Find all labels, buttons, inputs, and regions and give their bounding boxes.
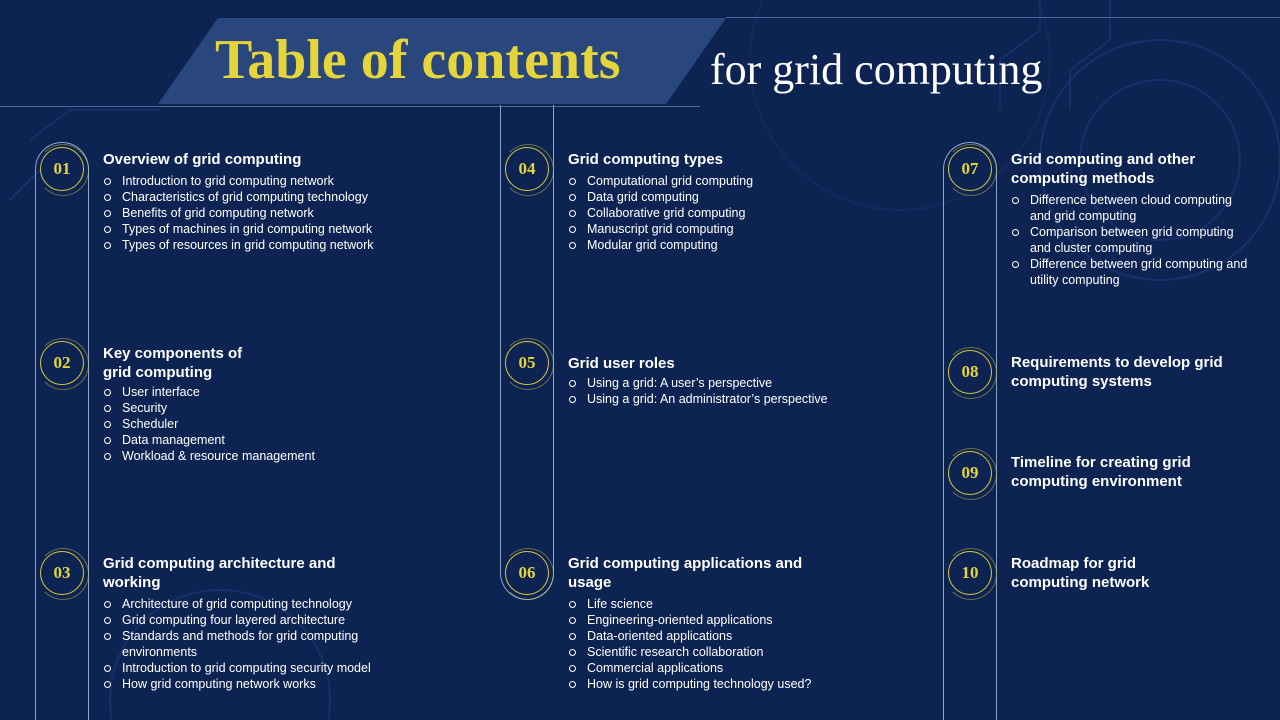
section-title[interactable]: Grid computing applications and usage <box>568 555 803 591</box>
section-applications <box>568 554 812 692</box>
list-item[interactable]: Data management <box>103 432 483 448</box>
list-item[interactable]: Difference between grid computing and utility computing <box>1011 256 1251 288</box>
list-item[interactable]: Standards and methods for grid computing environments <box>103 628 393 660</box>
list-item[interactable]: How is grid computing technology used? <box>568 676 928 692</box>
section-title[interactable]: Roadmap for grid computing network <box>1011 555 1150 591</box>
section-items <box>103 173 483 253</box>
list-item[interactable]: Engineering-oriented applications <box>568 612 928 628</box>
section-number-badge: 06 <box>505 551 549 595</box>
list-item[interactable]: Manuscript grid computing <box>568 221 928 237</box>
list-item[interactable]: Grid computing four layered architecture <box>103 612 393 628</box>
section-user-roles <box>568 354 928 407</box>
list-item[interactable]: Scientific research collaboration <box>568 644 928 660</box>
section-title[interactable]: Grid user roles <box>568 355 675 372</box>
list-item[interactable]: Architecture of grid computing technology <box>103 596 393 612</box>
section-number-badge: 08 <box>948 350 992 394</box>
list-item[interactable]: Computational grid computing <box>568 173 928 189</box>
section-title[interactable]: Grid computing architecture and working <box>103 555 336 591</box>
section-roadmap <box>1011 554 1211 592</box>
section-items <box>103 384 483 464</box>
list-item[interactable]: Scheduler <box>103 416 483 432</box>
section-types <box>568 150 928 253</box>
section-number-badge: 05 <box>505 341 549 385</box>
page-subtitle: for grid computing <box>710 45 1043 94</box>
list-item[interactable]: Introduction to grid computing network <box>103 173 483 189</box>
section-other-methods <box>1011 150 1251 288</box>
section-title[interactable]: Grid computing and other computing methods <box>1011 151 1196 187</box>
list-item[interactable]: Workload & resource management <box>103 448 483 464</box>
section-architecture <box>103 554 371 692</box>
list-item[interactable]: Commercial applications <box>568 660 928 676</box>
section-key-components <box>103 344 315 464</box>
section-number-badge: 09 <box>948 451 992 495</box>
list-item[interactable]: Life science <box>568 596 928 612</box>
section-number-badge: 07 <box>948 147 992 191</box>
section-number-badge: 04 <box>505 147 549 191</box>
section-title[interactable]: Timeline for creating grid computing environment <box>1011 454 1191 490</box>
section-items <box>568 596 928 692</box>
section-title[interactable]: Key components of grid computing <box>103 345 243 381</box>
section-number-badge: 03 <box>40 551 84 595</box>
list-item[interactable]: Data-oriented applications <box>568 628 928 644</box>
section-number-badge: 01 <box>40 147 84 191</box>
list-item[interactable]: Characteristics of grid computing technology <box>103 189 483 205</box>
list-item[interactable]: Modular grid computing <box>568 237 928 253</box>
timeline-rail-right <box>943 142 997 720</box>
title-underline <box>0 106 700 107</box>
section-requirements <box>1011 353 1251 391</box>
section-overview <box>103 150 483 253</box>
list-item[interactable]: Security <box>103 400 483 416</box>
section-items <box>568 173 928 253</box>
list-item[interactable]: Collaborative grid computing <box>568 205 928 221</box>
title-overline <box>726 17 1280 18</box>
section-title[interactable]: Grid computing types <box>568 151 724 168</box>
list-item[interactable]: Benefits of grid computing network <box>103 205 483 221</box>
list-item[interactable]: Using a grid: A user’s perspective <box>568 375 928 391</box>
list-item[interactable]: User interface <box>103 384 483 400</box>
list-item[interactable]: Types of machines in grid computing network <box>103 221 483 237</box>
section-items <box>103 596 393 692</box>
section-number-badge: 10 <box>948 551 992 595</box>
page-title: Table of contents <box>215 29 621 91</box>
section-items <box>1011 192 1251 288</box>
list-item[interactable]: Using a grid: An administrator’s perspective <box>568 391 928 407</box>
section-items <box>568 375 928 407</box>
list-item[interactable]: Difference between cloud computing and grid computing <box>1011 192 1251 224</box>
section-title[interactable]: Requirements to develop grid computing systems <box>1011 354 1223 390</box>
section-number-badge: 02 <box>40 341 84 385</box>
list-item[interactable]: Introduction to grid computing security model <box>103 660 393 676</box>
timeline-rail-left <box>35 142 89 720</box>
list-item[interactable]: Comparison between grid computing and cluster computing <box>1011 224 1251 256</box>
section-timeline <box>1011 453 1251 491</box>
list-item[interactable]: How grid computing network works <box>103 676 393 692</box>
section-title[interactable]: Overview of grid computing <box>103 151 302 168</box>
list-item[interactable]: Types of resources in grid computing network <box>103 237 483 253</box>
list-item[interactable]: Data grid computing <box>568 189 928 205</box>
